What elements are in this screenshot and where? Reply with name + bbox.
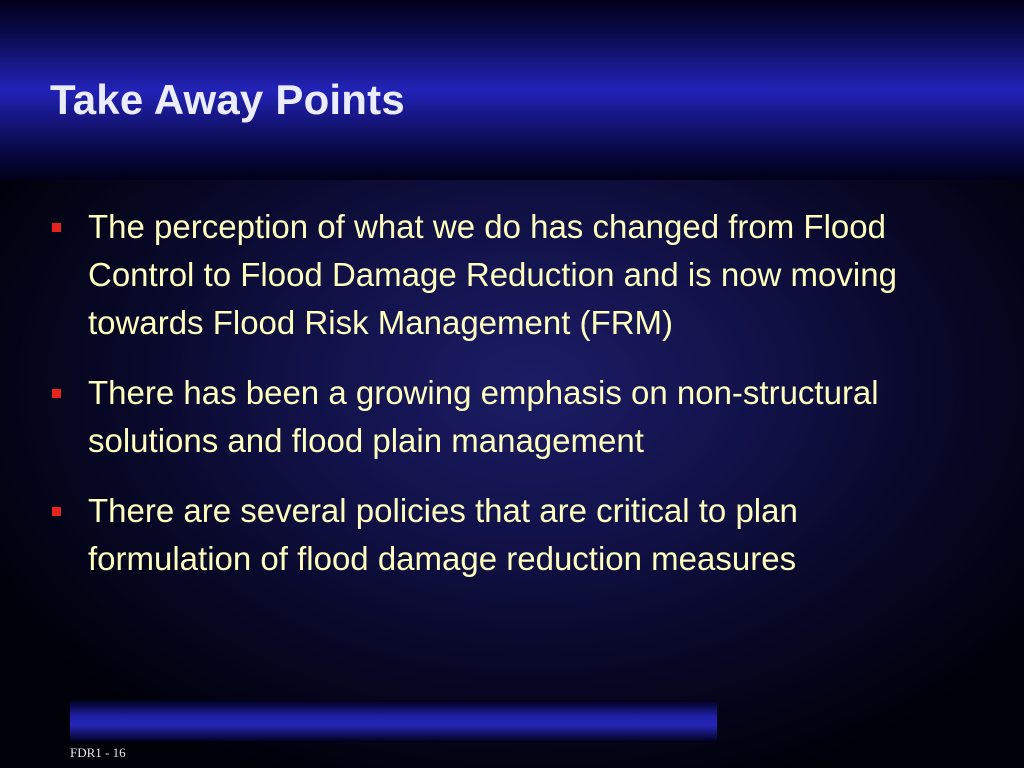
- bullet-list: [50, 203, 990, 605]
- bullet-item: [50, 487, 990, 583]
- footer-band: [70, 700, 717, 742]
- bullet-text: There are several policies that are critical to plan formulation of flood damage reduction measures: [88, 492, 798, 577]
- bullet-text: The perception of what we do has changed from Flood Control to Flood Damage Reduction and is now moving towards Flood Risk Management (FRM): [88, 208, 897, 341]
- bullet-item: [50, 369, 990, 465]
- bullet-item: [50, 203, 990, 347]
- bullet-text: There has been a growing emphasis on non-structural solutions and flood plain management: [88, 374, 879, 459]
- slide-number-label: FDR1 - 16: [70, 745, 126, 760]
- slide-title: Take Away Points: [50, 76, 405, 123]
- square-bullet-icon: [52, 389, 61, 398]
- square-bullet-icon: [52, 223, 61, 232]
- square-bullet-icon: [52, 507, 61, 516]
